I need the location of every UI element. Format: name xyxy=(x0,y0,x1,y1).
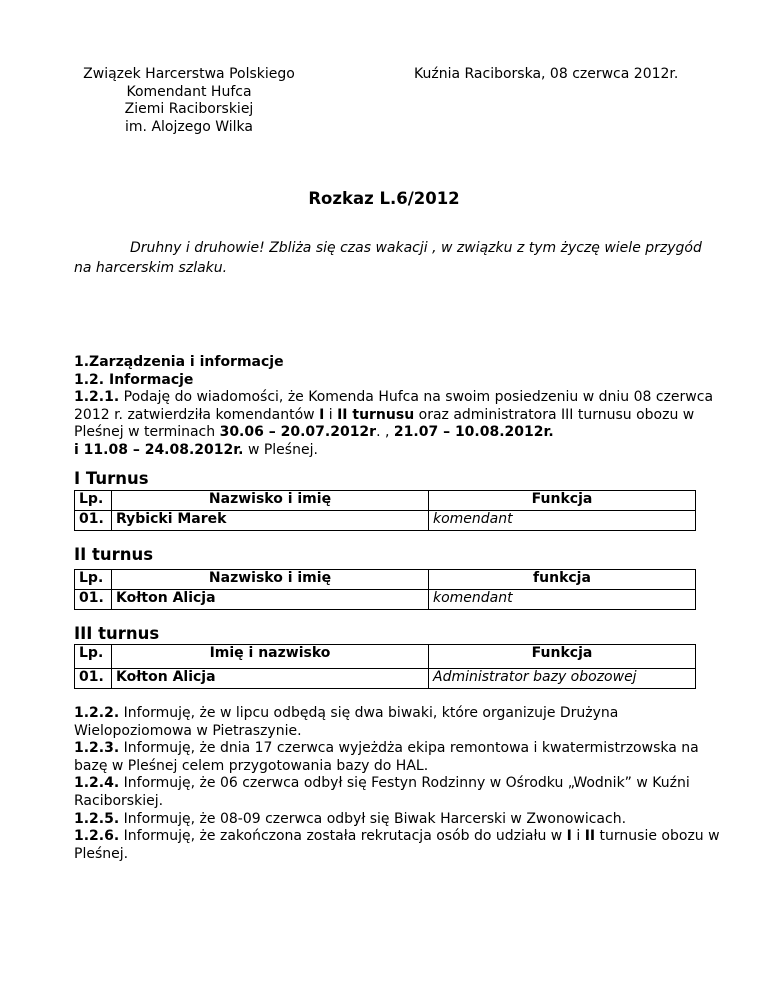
table-row xyxy=(75,511,696,531)
col-lp: Lp. xyxy=(75,645,112,669)
col-name: Imię i nazwisko xyxy=(112,645,429,669)
list-item: 1.2.4. Informuję, że 06 czerwca odbył się Festyn Rodzinny w Ośrodku „Wodnik” w Kuźni Raciborskiej. xyxy=(74,775,690,809)
table-header-row xyxy=(75,491,696,511)
cell-name: Kołton Alicja xyxy=(112,590,429,610)
list-item: 1.2.6. Informuję, że zakończona została rekrutacja osób do udziału w I i II turnusie obozu w Pleśnej. xyxy=(74,828,720,862)
org-line: Związek Harcerstwa Polskiego xyxy=(83,66,295,82)
org-line: im. Alojzego Wilka xyxy=(125,118,253,135)
table-header-row xyxy=(75,645,696,669)
turnus-3-table xyxy=(74,644,696,689)
section-information xyxy=(74,354,714,460)
section-heading: 1.Zarządzenia i informacje xyxy=(74,354,284,370)
col-lp: Lp. xyxy=(75,491,112,511)
greeting: Druhny i druhowie! Zbliża się czas wakacji , w związku z tym życzę wiele przygód na harcerskim szlaku. xyxy=(74,240,702,276)
cell-lp: 01. xyxy=(75,511,112,531)
col-name: Nazwisko i imię xyxy=(112,491,429,511)
cell-function: Administrator bazy obozowej xyxy=(429,669,696,689)
col-function: Funkcja xyxy=(429,645,696,669)
cell-function: komendant xyxy=(429,511,696,531)
subsection-heading: 1.2. Informacje xyxy=(74,371,194,388)
col-lp: Lp. xyxy=(75,570,112,590)
list-item: 1.2.2. Informuję, że w lipcu odbędą się dwa biwaki, które organizuje Drużyna Wielopoziomowa w Pietraszynie. xyxy=(74,705,619,739)
col-function: funkcja xyxy=(429,570,696,590)
cell-lp: 01. xyxy=(75,590,112,610)
place-date: Kuźnia Raciborska, 08 czerwca 2012r. xyxy=(414,66,679,82)
organization-header xyxy=(60,66,318,136)
table-row xyxy=(75,669,696,689)
table-header-row xyxy=(75,570,696,590)
information-list xyxy=(74,705,734,863)
org-line: Ziemi Raciborskiej xyxy=(124,101,254,117)
turnus-1-heading: I Turnus xyxy=(74,469,149,488)
cell-lp: 01. xyxy=(75,669,112,689)
col-function: Funkcja xyxy=(429,491,696,511)
turnus-2-table xyxy=(74,569,696,610)
paragraph-1-2-1: 1.2.1. Podaję do wiadomości, że Komenda Hufca na swoim posiedzeniu w dniu 08 czerwca 2012 r. zatwierdziła komendantów I i II turnusu oraz administratora III turnusu obozu w Pleśnej w terminach 30.06 – 20.07.2012r. , 21.07 – 10.08.2012r. i 11.08 – 24.08.2012r. w Pleśnej. xyxy=(74,389,714,458)
cell-name: Kołton Alicja xyxy=(112,669,429,689)
document-title: Rozkaz L.6/2012 xyxy=(308,189,460,208)
turnus-3-heading: III turnus xyxy=(74,624,160,643)
list-item: 1.2.3. Informuję, że dnia 17 czerwca wyjeżdża ekipa remontowa i kwatermistrzowska na bazę w Pleśnej celem przygotowania bazy do HAL. xyxy=(74,740,699,774)
col-name: Nazwisko i imię xyxy=(112,570,429,590)
cell-name: Rybicki Marek xyxy=(112,511,429,531)
org-line: Komendant Hufca xyxy=(126,83,252,100)
cell-function: komendant xyxy=(429,590,696,610)
turnus-2-heading: II turnus xyxy=(74,545,154,564)
table-row xyxy=(75,590,696,610)
turnus-1-table xyxy=(74,490,696,531)
list-item: 1.2.5. Informuję, że 08-09 czerwca odbył się Biwak Harcerski w Zwonowicach. xyxy=(74,810,627,827)
